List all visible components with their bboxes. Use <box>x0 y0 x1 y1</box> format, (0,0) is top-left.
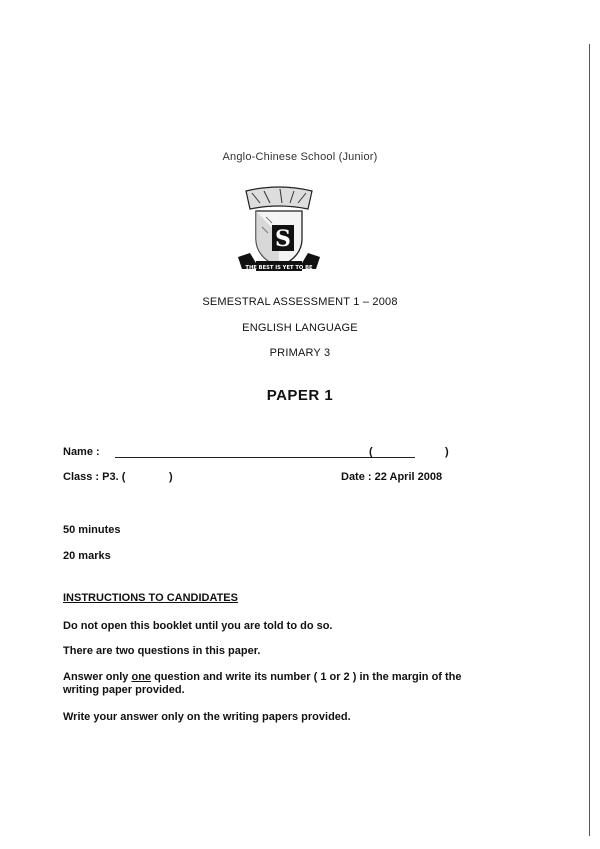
instruction-text: question and write its number ( 1 or 2 ) in the margin of the writing paper provided. <box>63 671 462 696</box>
instructions-heading: INSTRUCTIONS TO CANDIDATES <box>63 592 238 604</box>
level-title: PRIMARY 3 <box>269 347 331 359</box>
school-name: Anglo-Chinese School (Junior) <box>222 151 378 163</box>
total-marks: 20 marks <box>63 550 111 562</box>
assessment-title: SEMESTRAL ASSESSMENT 1 – 2008 <box>202 296 398 308</box>
name-label: Name : <box>63 446 100 458</box>
register-number-open-paren: ( <box>369 446 373 458</box>
paper-title: PAPER 1 <box>266 387 334 404</box>
svg-text:S: S <box>275 226 291 252</box>
class-label: Class : P3. ( <box>63 471 126 483</box>
class-close-paren: ) <box>169 471 173 483</box>
instruction-item: Write your answer only on the writing papers provided. <box>63 711 351 723</box>
instruction-item: Do not open this booklet until you are told to do so. <box>63 620 333 632</box>
instruction-item: There are two questions in this paper. <box>63 645 261 657</box>
duration: 50 minutes <box>63 524 121 536</box>
exam-date: Date : 22 April 2008 <box>341 471 443 483</box>
subject-title: ENGLISH LANGUAGE <box>242 322 358 334</box>
class-field-row <box>63 471 463 487</box>
instruction-item <box>63 671 483 697</box>
instruction-emphasis: one <box>131 671 152 683</box>
instruction-text: Answer only <box>63 671 132 683</box>
crest-motto: THE BEST IS YET TO BE <box>245 265 313 271</box>
name-field-row <box>63 446 463 462</box>
register-number-close-paren: ) <box>445 446 449 458</box>
school-crest-logo <box>236 183 322 283</box>
